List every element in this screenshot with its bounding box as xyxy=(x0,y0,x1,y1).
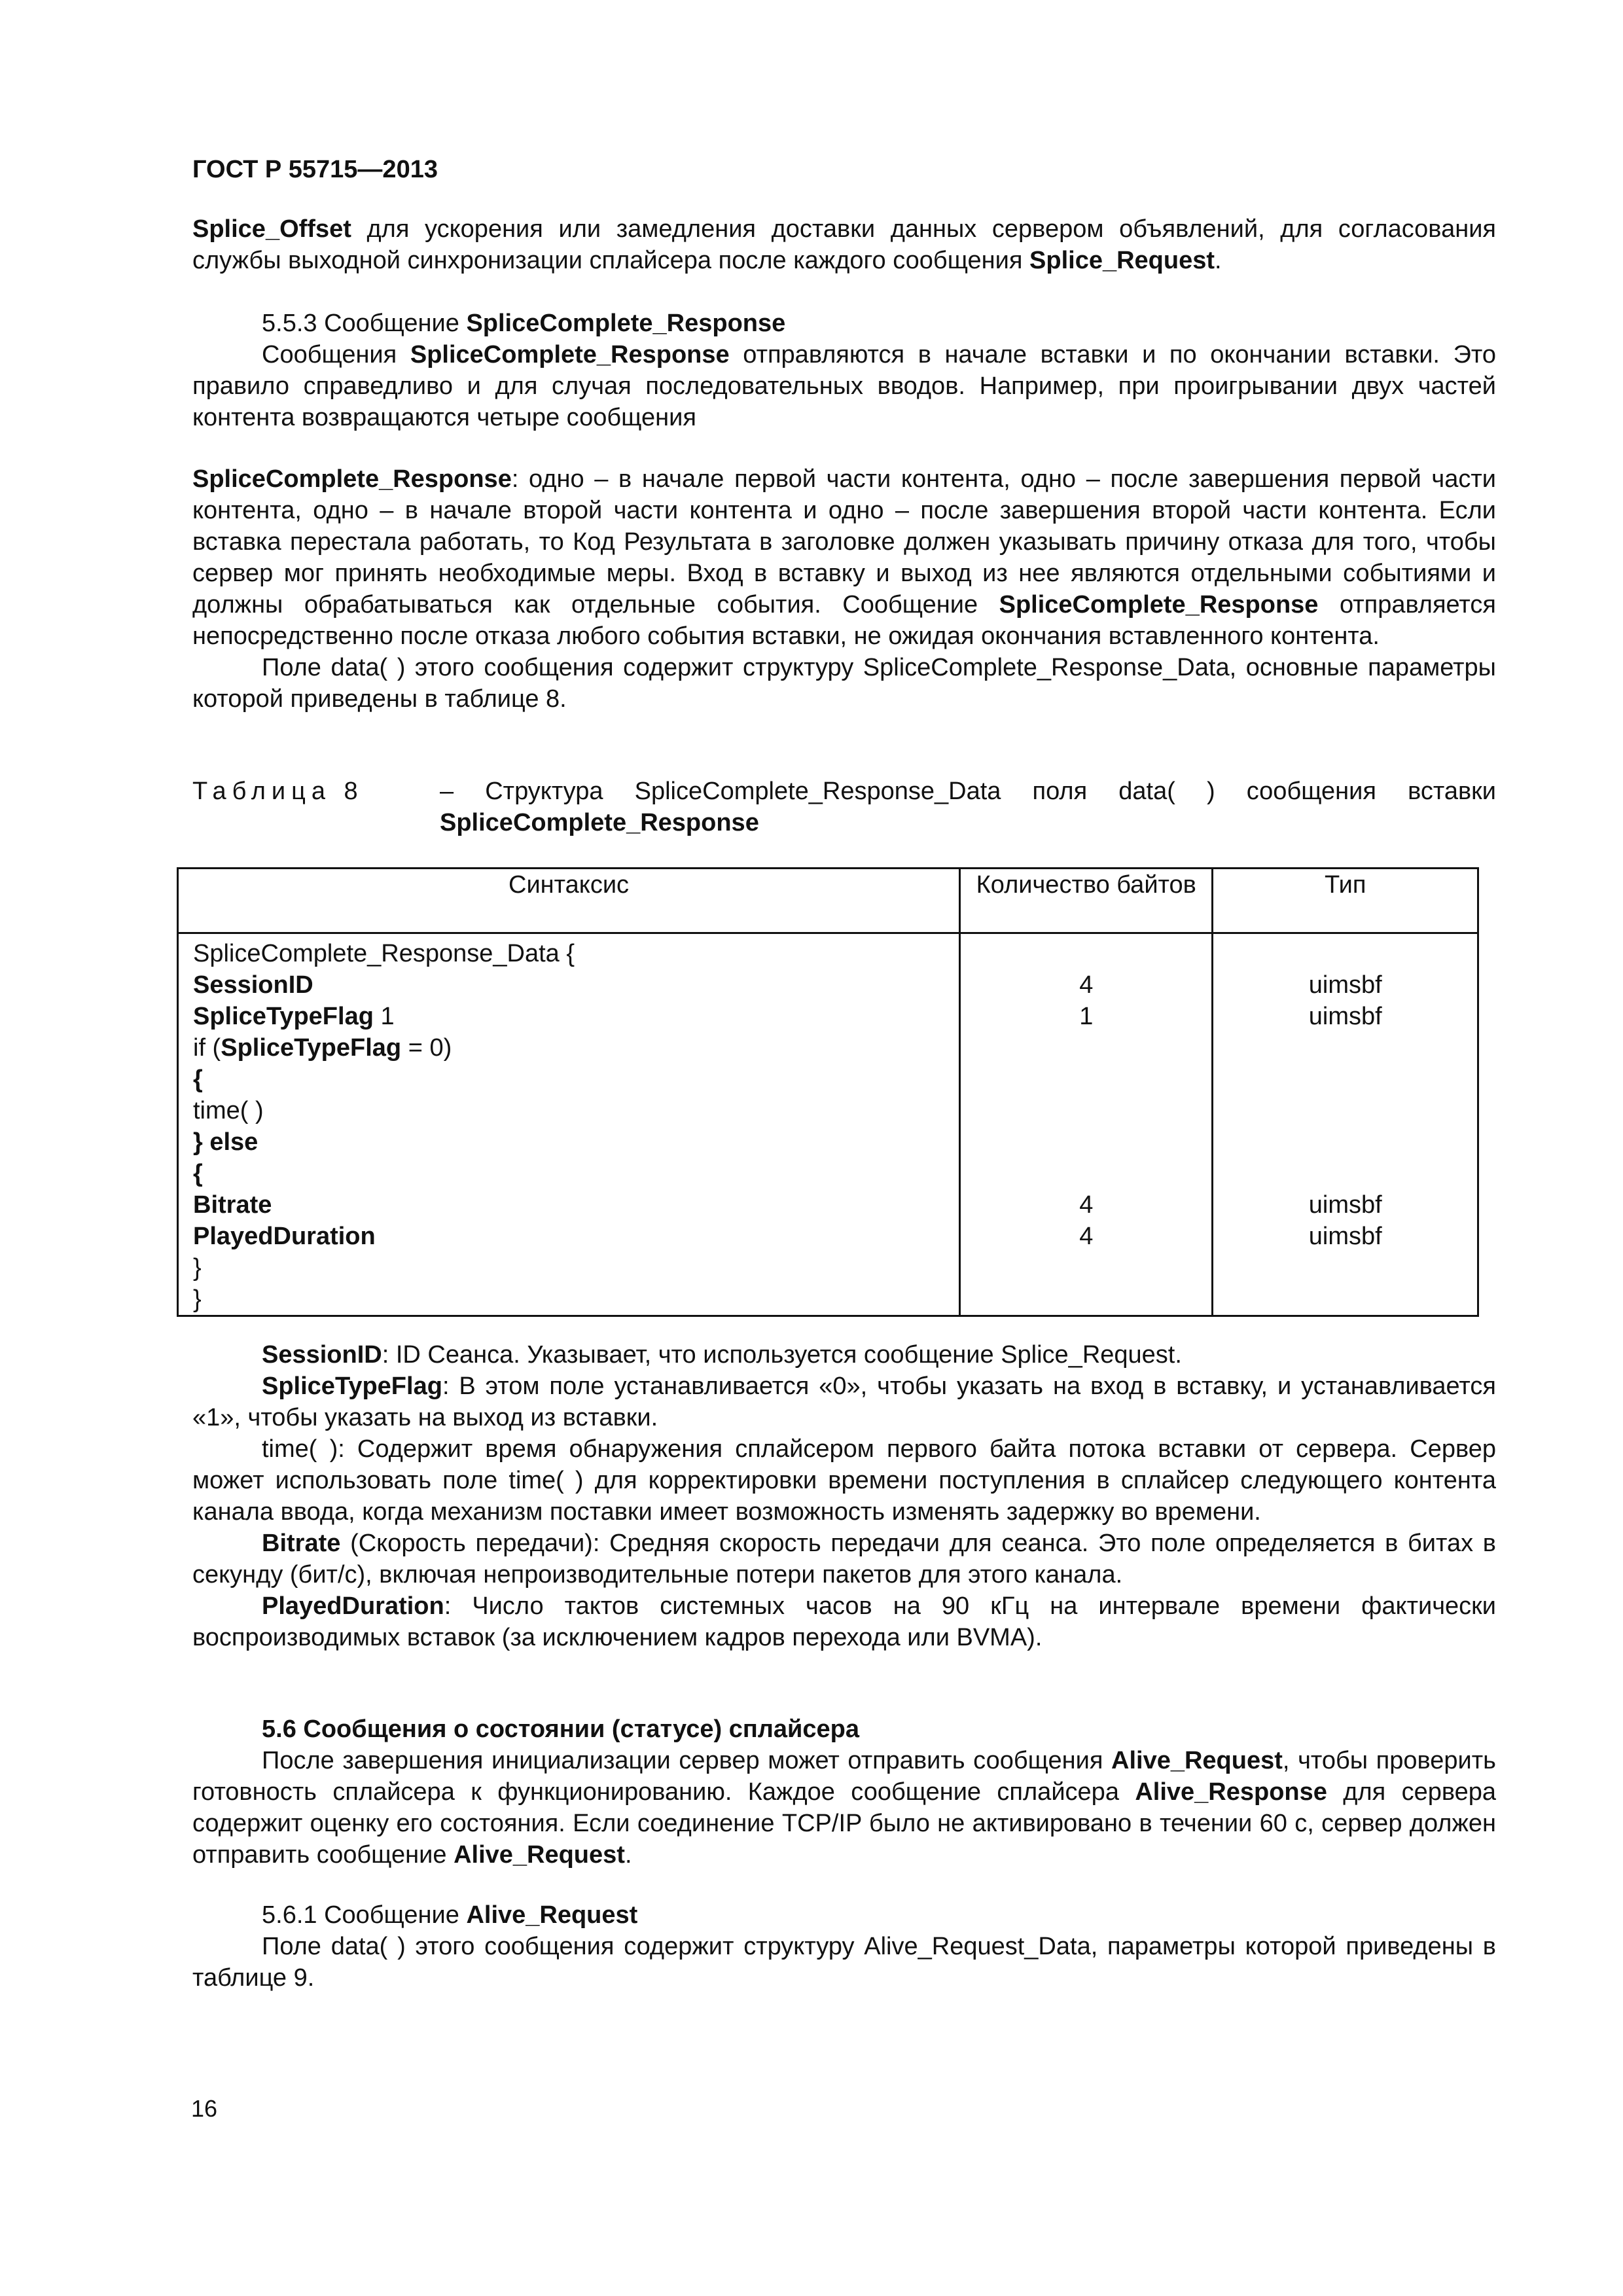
type-value: uimsbf xyxy=(1308,1003,1382,1030)
syntax-line: if (SpliceTypeFlag = 0) xyxy=(193,1034,452,1062)
paragraph: SpliceComplete_Response: одно – в начале первой части контента, одно – после завершения первой части контента, одно – в начале второй части контента и одно – после завершения второй части контента. Если вставка перестала работать, то Код Результата в заголовке должен указывать причину отказа для того, чтобы сервер мог принять необходимые меры. Вход в вставку и выход из нее являются отдельными событиями и должны обрабатываться как отдельные события. Сообщение SpliceComplete_Response отправляется непосредственно после отказа любого события вставки, не ожидая окончания вставленного контента. xyxy=(192,465,1496,650)
type-value: uimsbf xyxy=(1308,1223,1382,1250)
syntax-line: SpliceComplete_Response_Data { xyxy=(193,940,575,967)
syntax-line: } xyxy=(193,1285,202,1313)
paragraph: Поле data( ) этого сообщения содержит структуру Alive_Request_Data, параметры которой приведены в таблице 9. xyxy=(192,1933,1496,1992)
definition-splice-type-flag: SpliceTypeFlag: В этом поле устанавливается «0», чтобы указать на вход в вставку, и устанавливается «1», чтобы указать на выход из вставки. xyxy=(192,1372,1496,1431)
paragraph: Сообщения SpliceComplete_Response отправляются в начале вставки и по окончании вставки. Это правило справедливо и для случая последовательных вводов. Например, при проигрывании двух частей контента возвращаются четыре сообщения xyxy=(192,341,1497,431)
bytes-value: 4 xyxy=(1079,971,1094,999)
paragraph: После завершения инициализации сервер может отправить сообщения Alive_Request, чтобы проверить готовность сплайсера к функционированию. Каждое сообщение сплайсера Alive_Response для сервера содержит оценку его состояния. Если соединение TCP/IP было не активировано в течении 60 с, сервер должен отправить сообщение Alive_Request. xyxy=(192,1747,1497,1869)
type-value: uimsbf xyxy=(1308,1191,1382,1219)
document-header: ГОСТ Р 55715—2013 xyxy=(192,156,438,183)
syntax-line: PlayedDuration xyxy=(193,1223,376,1250)
column-header-bytes: Количество байтов xyxy=(960,869,1213,933)
bytes-value: 1 xyxy=(1079,1003,1094,1030)
bytes-value: 4 xyxy=(1079,1191,1094,1219)
bytes-value: 4 xyxy=(1079,1223,1094,1250)
syntax-cell xyxy=(178,933,960,1316)
definition-session-id: SessionID: ID Сеанса. Указывает, что используется сообщение Splice_Request. xyxy=(262,1341,1182,1369)
section-heading: 5.5.3 Сообщение SpliceComplete_Response xyxy=(262,310,786,337)
table-title-term: SpliceComplete_Response xyxy=(440,809,759,836)
bytes-cell xyxy=(960,933,1213,1316)
structure-table xyxy=(177,867,1479,1317)
type-value: uimsbf xyxy=(1308,971,1382,999)
page-number: 16 xyxy=(191,2095,218,2122)
syntax-line: SessionID xyxy=(193,971,313,999)
definition-bitrate: Bitrate (Скорость передачи): Средняя скорость передачи для сеанса. Это поле определяется в битах в секунду (бит/с), включая непроизводительные потери пакетов для этого канала. xyxy=(192,1530,1496,1588)
intro-paragraph: Splice_Offset для ускорения или замедления доставки данных сервером объявлений, для согласования службы выходной синхронизации сплайсера после каждого сообщения Splice_Request. xyxy=(192,215,1496,274)
paragraph: Поле data( ) этого сообщения содержит структуру SpliceComplete_Response_Data, основные параметры которой приведены в таблице 8. xyxy=(192,654,1496,713)
table-label: Таблица 8 xyxy=(192,778,364,805)
syntax-line: { xyxy=(193,1066,203,1093)
syntax-line: SpliceTypeFlag 1 xyxy=(193,1003,395,1030)
section-5-5-3-continued xyxy=(192,463,1496,715)
section-5-6-1 xyxy=(192,1899,1496,1994)
section-heading: 5.6 Сообщения о состоянии (статусе) сплайсера xyxy=(262,1715,860,1743)
column-header-type: Тип xyxy=(1213,869,1478,933)
syntax-line: time( ) xyxy=(193,1097,264,1124)
syntax-line: Bitrate xyxy=(193,1191,272,1219)
type-cell xyxy=(1213,933,1478,1316)
term-splice-offset: Splice_Offset xyxy=(192,215,351,243)
term-splice-request: Splice_Request xyxy=(1029,247,1215,274)
column-header-syntax: Синтаксис xyxy=(178,869,960,933)
definition-time: time( ): Содержит время обнаружения сплайсером первого байта потока вставки от сервера. Сервер может использовать поле time( ) для корректировки времени поступления в сплайсер следующего контента канала ввода, когда механизм поставки имеет возможность изменять задержку во времени. xyxy=(192,1435,1496,1526)
section-5-5-3 xyxy=(192,308,1496,433)
table-title: – Структура SpliceComplete_Response_Data поля data( ) сообщения вставки xyxy=(440,778,1496,805)
syntax-line: } xyxy=(193,1254,202,1282)
syntax-line: } else xyxy=(193,1128,259,1156)
section-heading: 5.6.1 Сообщение Alive_Request xyxy=(262,1901,638,1929)
field-definitions xyxy=(192,1339,1496,1653)
definition-played-duration: PlayedDuration: Число тактов системных часов на 90 кГц на интервале времени фактически воспроизводимых вставок (за исключением кадров перехода или BVMA). xyxy=(192,1592,1496,1651)
section-5-6 xyxy=(192,1713,1496,1871)
syntax-line: { xyxy=(193,1160,203,1187)
